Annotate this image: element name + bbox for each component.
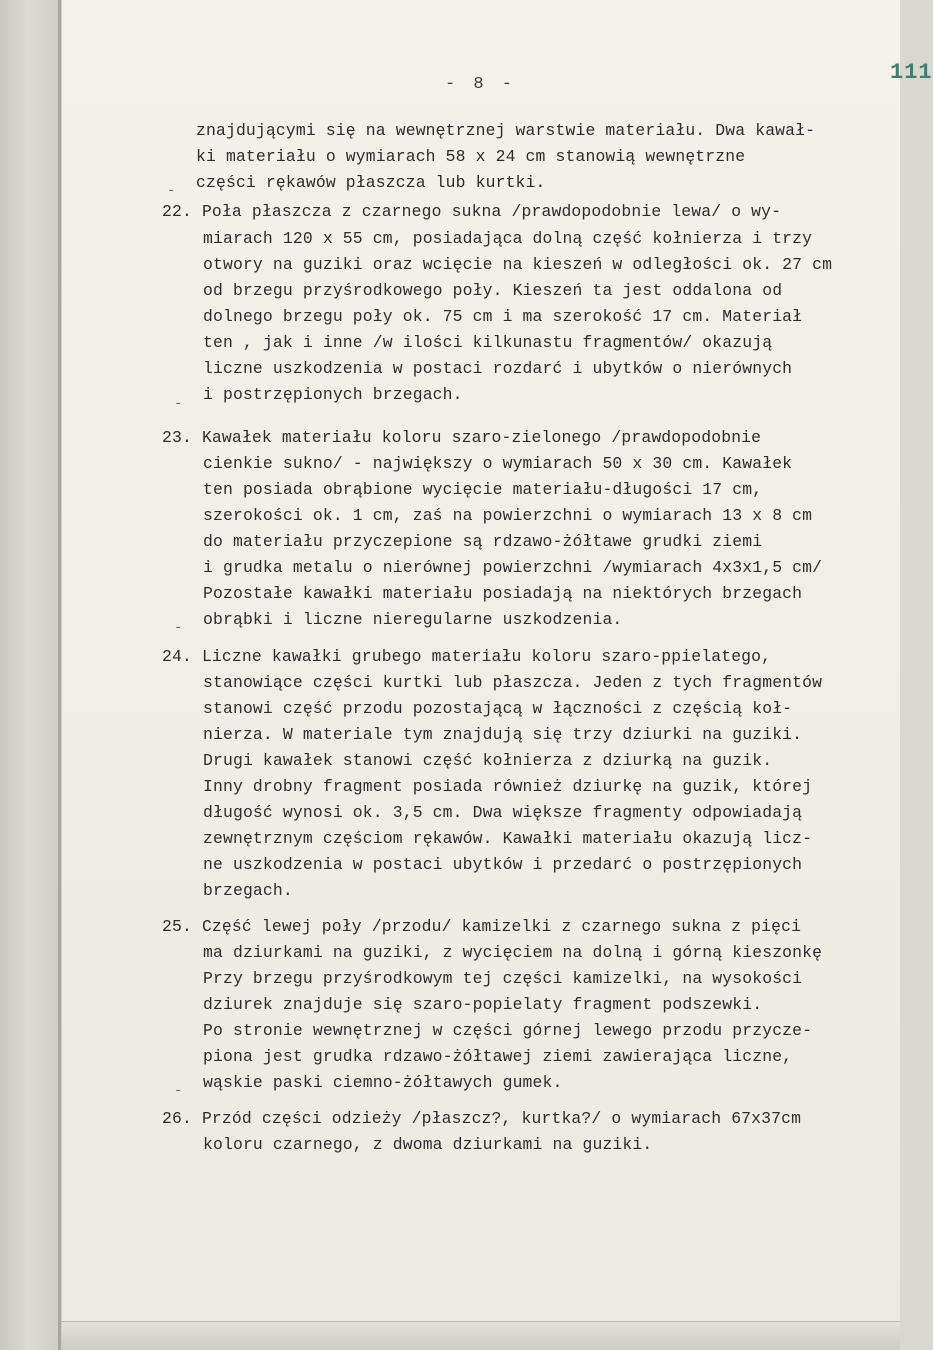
item-23-line: 23. Kawałek materiału koloru szaro-zielonego /prawdopodobnie	[162, 428, 762, 447]
item-26-line: 26. Przód części odzieży /płaszcz?, kurtka?/ o wymiarach 67x37cm	[162, 1109, 802, 1128]
margin-dash: -	[174, 396, 183, 412]
text-line: ki materiału o wymiarach 58 x 24 cm stanowią wewnętrzne	[196, 147, 746, 166]
archive-number: 111	[890, 60, 933, 85]
text-line: wąskie paski ciemno-żółtawych gumek.	[203, 1073, 563, 1092]
text-line: cienkie sukno/ - największy o wymiarach 50 x 30 cm. Kawałek	[203, 454, 793, 473]
text-line: stanowiące części kurtki lub płaszcza. Jeden z tych fragmentów	[203, 673, 823, 692]
text-line: koloru czarnego, z dwoma dziurkami na guziki.	[203, 1135, 653, 1154]
margin-dash: -	[174, 1083, 183, 1099]
text-line: brzegach.	[203, 881, 293, 900]
text-line: stanowi część przodu pozostającą w łączności z częścią koł-	[203, 699, 793, 718]
text-line: miarach 120 x 55 cm, posiadająca dolną część kołnierza i trzy	[203, 229, 813, 248]
text-line: zewnętrznym częściom rękawów. Kawałki materiału okazują licz-	[203, 829, 813, 848]
text-line: dziurek znajduje się szaro-popielaty fragment podszewki.	[203, 995, 763, 1014]
text-line: od brzegu przyśrodkowego poły. Kieszeń ta jest oddalona od	[203, 281, 783, 300]
document-page	[62, 0, 933, 1350]
text-line: części rękawów płaszcza lub kurtki.	[196, 173, 546, 192]
text-line: liczne uszkodzenia w postaci rozdarć i ubytków o nierównych	[203, 359, 793, 378]
text-line: dolnego brzegu poły ok. 75 cm i ma szerokość 17 cm. Materiał	[203, 307, 803, 326]
binding-fold	[58, 0, 61, 1350]
item-24-line: 24. Liczne kawałki grubego materiału koloru szaro-ppielatego,	[162, 647, 772, 666]
text-line: do materiału przyczepione są rdzawo-żółtawe grudki ziemi	[203, 532, 763, 551]
page-bottom-edge	[62, 1321, 900, 1350]
item-25-line: 25. Część lewej poły /przodu/ kamizelki z czarnego sukna z pięci	[162, 917, 802, 936]
text-line: ne uszkodzenia w postaci ubytków i przedarć o postrzępionych	[203, 855, 803, 874]
text-line: obrąbki i liczne nieregularne uszkodzenia.	[203, 610, 623, 629]
text-line: piona jest grudka rdzawo-żółtawej ziemi zawierająca liczne,	[203, 1047, 793, 1066]
text-line: Pozostałe kawałki materiału posiadają na niektórych brzegach	[203, 584, 803, 603]
text-line: szerokości ok. 1 cm, zaś na powierzchni o wymiarach 13 x 8 cm	[203, 506, 813, 525]
text-line: Przy brzegu przyśrodkowym tej części kamizelki, na wysokości	[203, 969, 803, 988]
text-line: ten , jak i inne /w ilości kilkunastu fragmentów/ okazują	[203, 333, 773, 352]
text-line: Inny drobny fragment posiada również dziurkę na guzik, której	[203, 777, 813, 796]
text-line: otwory na guziki oraz wcięcie na kieszeń w odległości ok. 27 cm	[203, 255, 833, 274]
text-line: i postrzępionych brzegach.	[203, 385, 463, 404]
text-line: Drugi kawałek stanowi część kołnierza z dziurką na guzik.	[203, 751, 773, 770]
text-line: długość wynosi ok. 3,5 cm. Dwa większe fragmenty odpowiadają	[203, 803, 803, 822]
text-line: nierza. W materiale tym znajdują się trzy dziurki na guziki.	[203, 725, 803, 744]
text-line: znajdującymi się na wewnętrznej warstwie materiału. Dwa kawał-	[196, 121, 816, 140]
page-number: - 8 -	[445, 75, 517, 94]
text-line: i grudka metalu o nierównej powierzchni /wymiarach 4x3x1,5 cm/	[203, 558, 823, 577]
margin-dash: -	[167, 183, 176, 199]
margin-dash: -	[174, 620, 183, 636]
text-line: ma dziurkami na guziki, z wycięciem na dolną i górną kieszonkę	[203, 943, 823, 962]
previous-page-edge	[0, 0, 62, 1350]
text-line: ten posiada obrąbione wycięcie materiału-długości 17 cm,	[203, 480, 763, 499]
text-line: Po stronie wewnętrznej w części górnej lewego przodu przycze-	[203, 1021, 813, 1040]
item-22-line: 22. Poła płaszcza z czarnego sukna /prawdopodobnie lewa/ o wy-	[162, 202, 782, 221]
